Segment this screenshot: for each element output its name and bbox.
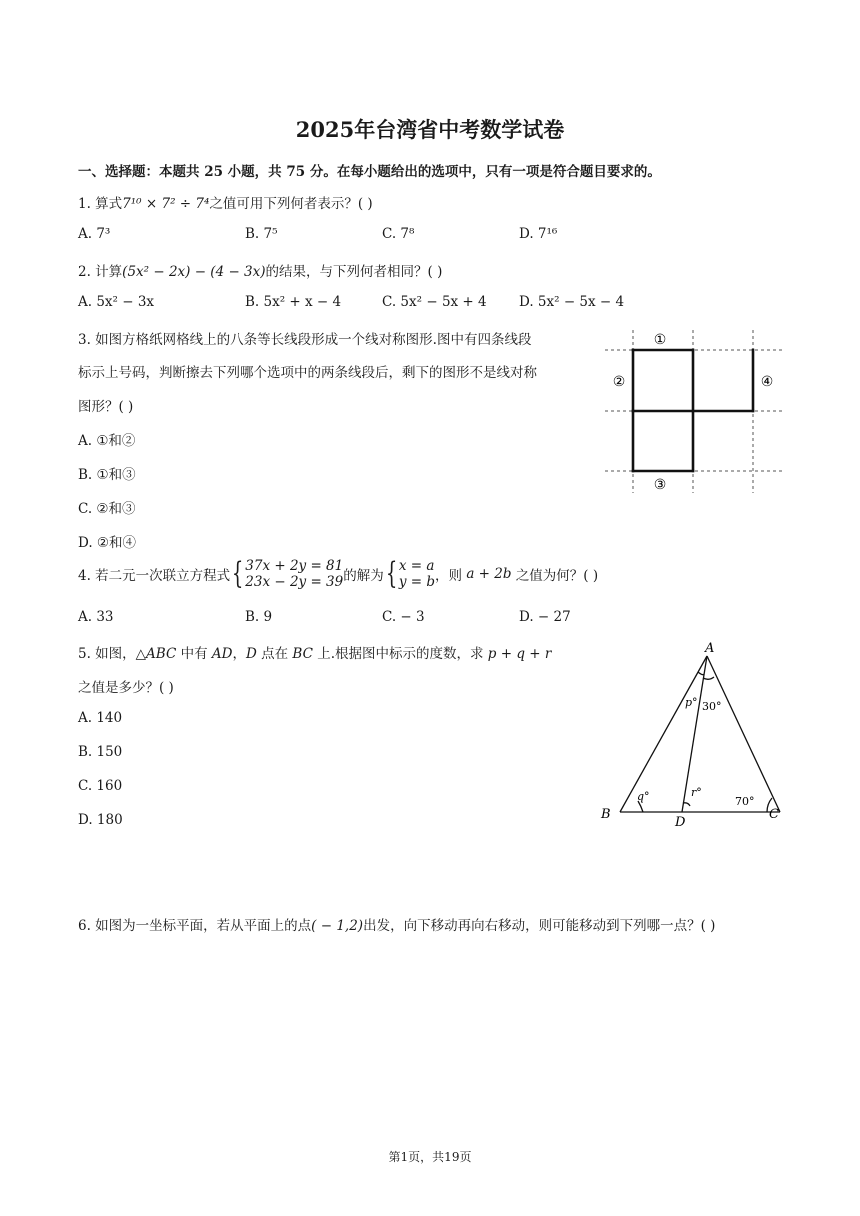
q4-option-a[interactable]: A. 33 <box>78 609 114 625</box>
point-d: D <box>675 815 686 828</box>
angle-q: q° <box>637 790 650 803</box>
q4-eq1: 37x + 2y = 81 <box>245 558 344 574</box>
q2-option-b[interactable]: B. 5x² + x − 4 <box>245 294 342 310</box>
q4-eq2: 23x − 2y = 39 <box>245 574 344 590</box>
q3-option-b[interactable]: B. ①和③ <box>78 467 136 483</box>
q5-part: 中有 <box>176 646 212 662</box>
q4-option-d[interactable]: D. − 27 <box>519 609 571 625</box>
q4-mid: 的解为 <box>343 568 384 584</box>
q2-option-c[interactable]: C. 5x² − 5x + 4 <box>382 294 487 310</box>
q1-option-b[interactable]: B. 7⁵ <box>245 226 278 242</box>
question-4 <box>78 558 598 590</box>
q5-text-line-1 <box>78 642 551 662</box>
q1-suffix: 之值可用下列何者表示？( ) <box>209 196 373 212</box>
angle-30: 30° <box>702 700 722 713</box>
q2-expression: (5x² − 2x) − (4 − 3x) <box>122 264 266 280</box>
left-brace: { <box>385 556 398 591</box>
q1-prefix: 1. 算式 <box>78 196 123 212</box>
q3-option-a[interactable]: A. ①和② <box>78 433 136 449</box>
q6-prefix: 6. 如图为一坐标平面，若从平面上的点 <box>78 918 312 934</box>
q4-sol1: x = a <box>398 558 435 574</box>
q5-part: 上.根据图中标示的度数，求 <box>312 646 488 662</box>
q3-option-d[interactable]: D. ②和④ <box>78 535 137 551</box>
q5-segment-ad: AD <box>211 646 233 662</box>
q5-part: 点在 <box>256 646 293 662</box>
q4-post2: 之值为何？( ) <box>511 568 599 584</box>
q5-part: ， <box>232 646 246 662</box>
q1-option-c[interactable]: C. 7⁸ <box>382 226 415 242</box>
q3-text-line-2: 标示上号码，判断擦去下列哪个选项中的两条线段后，剩下的图形不是线对称 <box>78 365 537 381</box>
q5-option-c[interactable]: C. 160 <box>78 778 123 794</box>
q3-grid-figure <box>600 325 790 495</box>
q2-prefix: 2. 计算 <box>78 264 123 280</box>
q4-sol2: y = b <box>398 574 436 590</box>
q4-post1: ，则 <box>435 568 467 584</box>
q4-solution <box>399 558 435 590</box>
q6-suffix: 出发，向下移动再向右移动，则可能移动到下列哪一点？( ) <box>363 918 716 934</box>
q4-system <box>245 558 343 590</box>
q3-text-line-3: 图形？( ) <box>78 399 134 415</box>
label-3: ③ <box>653 477 667 493</box>
left-brace: { <box>231 556 244 591</box>
page-footer: 第1页，共19页 <box>388 1150 472 1164</box>
q2-option-d[interactable]: D. 5x² − 5x − 4 <box>519 294 625 310</box>
vertex-c: C <box>769 807 779 822</box>
q5-option-b[interactable]: B. 150 <box>78 744 123 760</box>
q5-triangle-figure <box>595 638 795 828</box>
q4-prefix: 4. 若二元一次联立方程式 <box>78 568 231 584</box>
q4-expression: a + 2b <box>466 566 512 582</box>
q6-point: ( − 1,2) <box>311 918 364 934</box>
q2-option-a[interactable]: A. 5x² − 3x <box>78 294 155 310</box>
q5-expression: p + q + r <box>487 646 552 662</box>
q5-option-a[interactable]: A. 140 <box>78 710 123 726</box>
q5-triangle: △ABC <box>135 646 177 662</box>
question-1 <box>78 192 373 212</box>
q5-segment-bc: BC <box>292 646 313 662</box>
page-title: 2025年台湾省中考数学试卷 <box>295 117 565 142</box>
q5-part: 5. 如图， <box>78 646 136 662</box>
question-2 <box>78 260 442 280</box>
q3-option-c[interactable]: C. ②和③ <box>78 501 136 517</box>
q4-option-c[interactable]: C. − 3 <box>382 609 425 625</box>
q2-suffix: 的结果，与下列何者相同？( ) <box>265 264 443 280</box>
q1-option-d[interactable]: D. 7¹⁶ <box>519 226 558 242</box>
label-4: ④ <box>760 374 774 390</box>
q1-option-a[interactable]: A. 7³ <box>78 226 111 242</box>
vertex-b: B <box>601 807 611 822</box>
label-2: ② <box>612 374 626 390</box>
vertex-a: A <box>705 641 715 656</box>
q5-text-line-2: 之值是多少？( ) <box>78 680 174 696</box>
angle-p: p° <box>685 696 698 709</box>
q1-expression: 7¹⁰ × 7² ÷ 7⁴ <box>122 196 210 212</box>
q3-text-line-1: 3. 如图方格纸网格线上的八条等长线段形成一个线对称图形.图中有四条线段 <box>78 332 532 348</box>
q4-option-b[interactable]: B. 9 <box>245 609 273 625</box>
angle-r: r° <box>691 786 702 799</box>
q5-option-d[interactable]: D. 180 <box>78 812 123 828</box>
angle-70: 70° <box>735 795 755 808</box>
q5-point-d: D <box>245 646 257 662</box>
label-1: ① <box>653 332 667 348</box>
question-6 <box>78 914 715 934</box>
section-heading: 一、选择题：本题共 25 小题，共 75 分。在每小题给出的选项中，只有一项是符合题目要求的。 <box>78 164 661 180</box>
